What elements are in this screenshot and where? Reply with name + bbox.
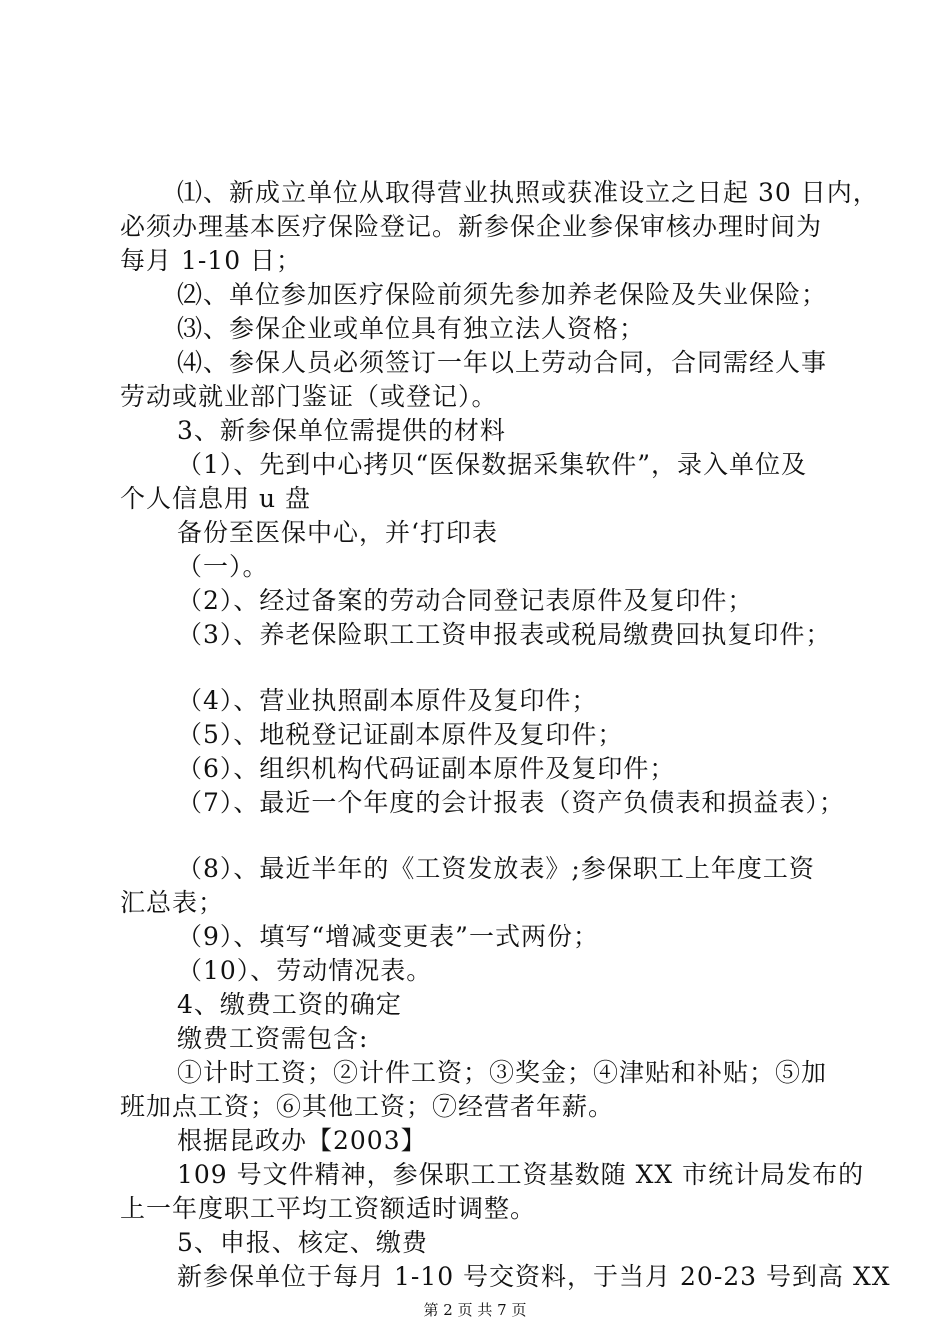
paragraph-line: 每月 1-10 日；	[120, 246, 303, 275]
paragraph-line: （4）、营业执照副本原件及复印件；	[177, 686, 598, 715]
paragraph-line: （1）、先到中心拷贝“医保数据采集软件”，录入单位及	[177, 450, 807, 479]
section-heading: 4、缴费工资的确定	[177, 990, 402, 1019]
paragraph-line: （3）、养老保险职工工资申报表或税局缴费回执复印件；	[177, 620, 832, 649]
paragraph-line: （8）、最近半年的《工资发放表》;参保职工上年度工资	[177, 854, 815, 883]
paragraph-line: ⑵、单位参加医疗保险前须先参加养老保险及失业保险；	[177, 280, 828, 309]
paragraph-line: 109 号文件精神，参保职工工资基数随 XX 市统计局发布的	[177, 1160, 865, 1189]
paragraph-line: （10）、劳动情况表。	[177, 956, 433, 985]
paragraph-line: ①计时工资；②计件工资；③奖金；④津贴和补贴；⑤加	[177, 1058, 828, 1087]
paragraph-line: （9）、填写“增减变更表”一式两份；	[177, 922, 599, 951]
paragraph-line: 班加点工资；⑥其他工资；⑦经营者年薪。	[120, 1092, 615, 1121]
paragraph-line: 上一年度职工平均工资额适时调整。	[120, 1194, 537, 1223]
paragraph-line: 备份至医保中心，并‘打印表	[177, 518, 498, 547]
paragraph-line: 新参保单位于每月 1-10 号交资料，于当月 20-23 号到高 XX	[177, 1262, 891, 1291]
paragraph-line: 缴费工资需包含:	[177, 1024, 369, 1053]
paragraph-line: （2）、经过备案的劳动合同登记表原件及复印件；	[177, 586, 754, 615]
section-heading: 5、申报、核定、缴费	[177, 1228, 428, 1257]
paragraph-line: （6）、组织机构代码证副本原件及复印件；	[177, 754, 676, 783]
paragraph-line: ⑴、新成立单位从取得营业执照或获准设立之日起 30 日内，	[177, 178, 879, 207]
paragraph-line: （一）。	[177, 552, 269, 581]
paragraph-line: 个人信息用 u 盘	[120, 484, 311, 513]
paragraph-line: 必须办理基本医疗保险登记。新参保企业参保审核办理时间为	[120, 212, 823, 241]
paragraph-line: （5）、地税登记证副本原件及复印件；	[177, 720, 624, 749]
paragraph-line: ⑷、参保人员必须签订一年以上劳动合同，合同需经人事	[177, 348, 828, 377]
paragraph-line: 汇总表；	[120, 888, 225, 917]
paragraph-line: 劳动或就业部门鉴证（或登记）。	[120, 382, 498, 411]
paragraph-line: （7）、最近一个年度的会计报表（资产负债表和损益表）；	[177, 788, 845, 817]
section-heading: 3、新参保单位需提供的材料	[177, 416, 506, 445]
paragraph-line: 根据昆政办【2003】	[177, 1126, 427, 1155]
paragraph-line: ⑶、参保企业或单位具有独立法人资格；	[177, 314, 646, 343]
page-footer: 第 2 页 共 7 页	[423, 1301, 527, 1319]
